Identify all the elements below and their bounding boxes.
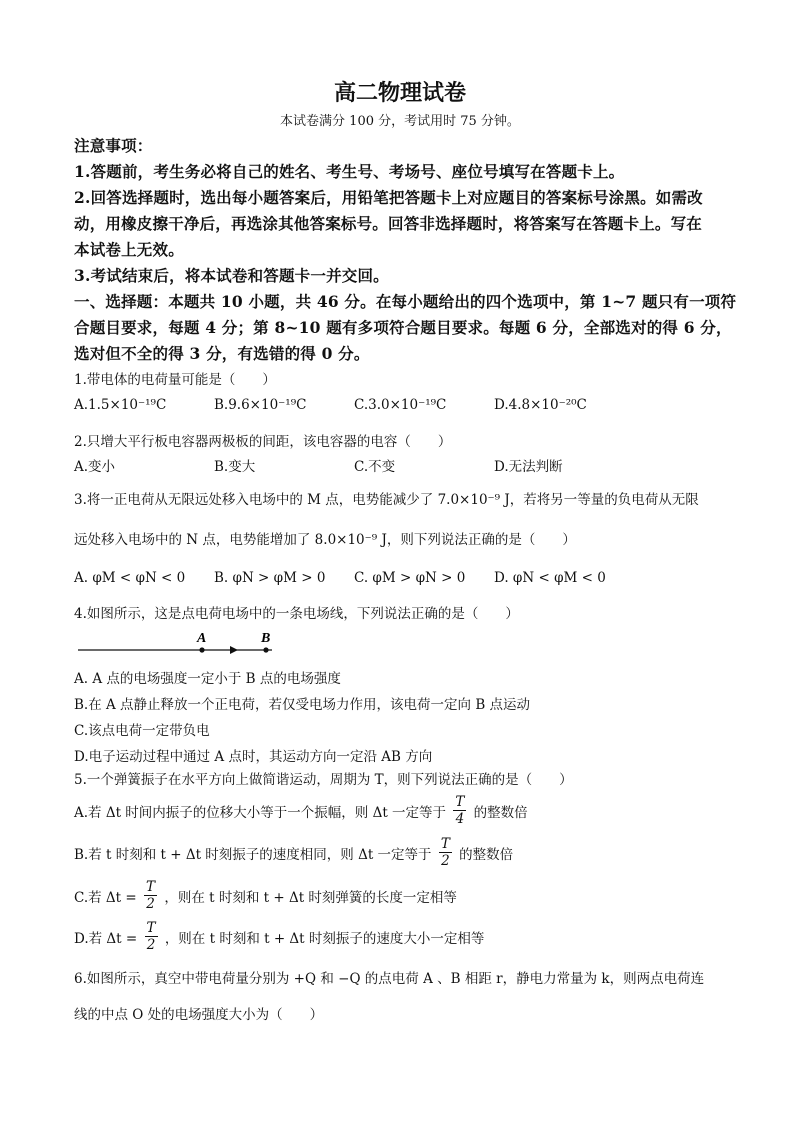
section-1-line-3: 选对但不全的得 3 分，有选错的得 0 分。 (74, 344, 370, 363)
q3-stem-line-2: 远处移入电场中的 N 点，电势能增加了 8.0×10⁻⁹ J，则下列说法正确的是（ ） (74, 532, 576, 548)
note-3: 3.考试结束后，将本试卷和答题卡一并交回。 (74, 266, 389, 285)
q1-option-c: C.3.0×10⁻¹⁹C (354, 397, 447, 413)
q3-option-b: B. φN > φM > 0 (214, 570, 326, 586)
q4-option-c: C.该点电荷一定带负电 (74, 723, 210, 739)
note-2-line-3: 本试卷上无效。 (74, 240, 184, 259)
q3-option-d: D. φN < φM < 0 (494, 570, 606, 586)
q5-option-d-suffix: ，则在 t 时刻和 t + Δt 时刻振子的速度大小一定相等 (164, 930, 485, 947)
fraction-denominator: 2 (441, 853, 450, 869)
q1-option-a: A.1.5×10⁻¹⁹C (74, 397, 167, 413)
q5-option-d (74, 920, 484, 953)
electric-field-line-figure (74, 626, 284, 660)
q5-option-b-fraction (439, 836, 452, 869)
fraction-numerator: T (440, 836, 450, 852)
q5-option-b (74, 836, 513, 869)
q5-option-b-text: B.若 t 时刻和 t + Δt 时刻振子的速度相同，则 Δt 一定等于 (74, 846, 432, 863)
q3-option-a: A. φM < φN < 0 (74, 570, 186, 586)
q6-stem-line-2: 线的中点 O 处的电场强度大小为（ ） (74, 1007, 324, 1023)
page-title: 高二物理试卷 (333, 80, 466, 106)
note-2-line-1: 2.回答选择题时，选出每小题答案后，用铅笔把答题卡上对应题目的答案标号涂黑。如需改 (74, 188, 703, 207)
fraction-denominator: 2 (146, 896, 155, 912)
q1-option-d: D.4.8×10⁻²⁰C (494, 397, 587, 413)
section-1-line-1: 一、选择题：本题共 10 小题，共 46 分。在每小题给出的四个选项中，第 1~7 题只有一项符 (74, 292, 737, 311)
q4-option-a: A. A 点的电场强度一定小于 B 点的电场强度 (74, 671, 341, 687)
q5-option-d-text: D.若 Δt = (74, 930, 138, 947)
fraction-denominator: 4 (455, 811, 465, 827)
fraction-numerator: T (455, 794, 465, 810)
q5-option-b-suffix: 的整数倍 (459, 846, 514, 863)
point-a-dot (199, 647, 204, 652)
q5-option-a (74, 794, 528, 827)
q6-stem-line-1: 6.如图所示，真空中带电荷量分别为 +Q 和 −Q 的点电荷 A 、B 相距 r，静电力常量为 k，则两点电荷连 (74, 971, 705, 987)
exam-info: 本试卷满分 100 分，考试用时 75 分钟。 (280, 114, 520, 129)
fraction-denominator: 2 (146, 937, 156, 953)
q4-option-b: B.在 A 点静止释放一个正电荷，若仅受电场力作用，该电荷一定向 B 点运动 (74, 697, 531, 713)
q5-stem: 5.一个弹簧振子在水平方向上做简谐运动，周期为 T，则下列说法正确的是（ ） (74, 772, 573, 788)
q2-option-c: C.不变 (354, 459, 396, 475)
q5-option-d-fraction (145, 920, 158, 953)
q1-stem: 1.带电体的电荷量可能是（ ） (74, 372, 276, 388)
fraction-numerator: T (146, 879, 156, 895)
q5-option-c-suffix: ，则在 t 时刻和 t + Δt 时刻弹簧的长度一定相等 (164, 889, 457, 906)
q2-stem: 2.只增大平行板电容器两极板的间距，该电容器的电容（ ） (74, 434, 452, 450)
section-1-line-2: 合题目要求，每题 4 分；第 8~10 题有多项符合题目要求。每题 6 分，全部选对的得 6 分， (74, 318, 732, 337)
q4-option-d: D.电子运动过程中通过 A 点时，其运动方向一定沿 AB 方向 (74, 749, 433, 765)
point-b-dot (263, 647, 268, 652)
q3-option-c: C. φM > φN > 0 (354, 570, 466, 586)
fraction-numerator: T (146, 920, 156, 936)
q5-option-a-suffix: 的整数倍 (473, 804, 528, 821)
point-a-label: A (197, 631, 207, 646)
q2-option-b: B.变大 (214, 459, 256, 475)
q5-option-c (74, 879, 457, 912)
q1-option-b: B.9.6×10⁻¹⁹C (214, 397, 307, 413)
q3-stem-line-1: 3.将一正电荷从无限远处移入电场中的 M 点，电势能减少了 7.0×10⁻⁹ J，若将另一等量的负电荷从无限 (74, 492, 699, 508)
note-1: 1.答题前，考生务必将自己的姓名、考生号、考场号、座位号填写在答题卡上。 (74, 162, 625, 181)
field-line-arrow-icon (230, 646, 238, 654)
q5-option-c-text: C.若 Δt = (74, 889, 137, 906)
point-b-label: B (261, 631, 271, 646)
q5-option-c-fraction (144, 879, 157, 912)
q5-option-a-fraction (453, 794, 466, 827)
q2-option-d: D.无法判断 (494, 459, 563, 475)
notes-heading: 注意事项： (74, 136, 153, 155)
q2-option-a: A.变小 (74, 459, 116, 475)
q4-stem: 4.如图所示，这是点电荷电场中的一条电场线，下列说法正确的是（ ） (74, 606, 519, 622)
note-2-line-2: 动，用橡皮擦干净后，再选涂其他答案标号。回答非选择题时，将答案写在答题卡上。写在 (74, 214, 703, 233)
q5-option-a-text: A.若 Δt 时间内振子的位移大小等于一个振幅，则 Δt 一定等于 (74, 804, 447, 821)
